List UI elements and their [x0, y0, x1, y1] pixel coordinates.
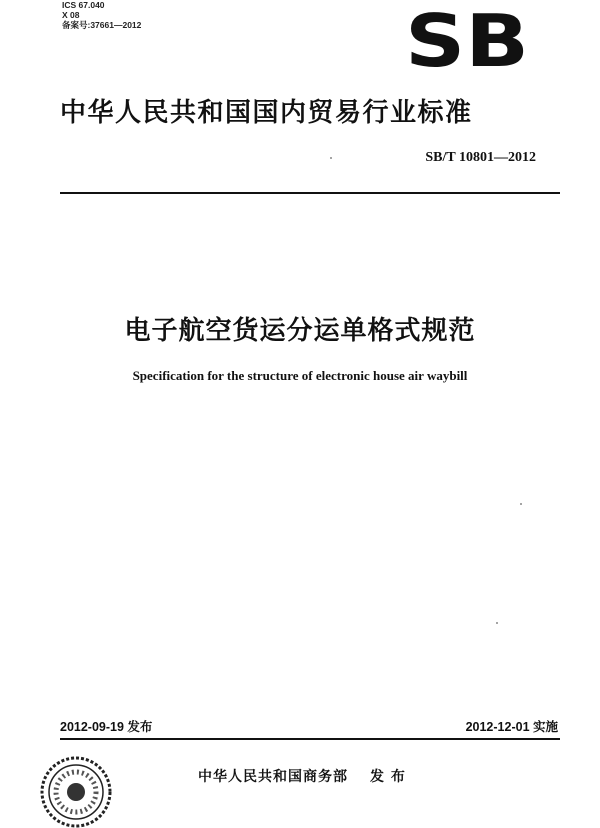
scan-speck — [330, 157, 332, 159]
sb-logo — [404, 6, 530, 70]
sb-logo-text: SB — [405, 6, 529, 70]
scan-speck — [520, 503, 522, 505]
bottom-divider — [60, 738, 560, 740]
classification-code: X 08 — [62, 10, 80, 20]
document-title-english: Specification for the structure of electronic house air waybill — [132, 368, 468, 383]
record-number: 备案号:37661—2012 — [62, 20, 142, 30]
issuer-line — [198, 766, 406, 786]
organization-title: 中华人民共和国国内贸易行业标准 — [60, 98, 473, 128]
ics-code: ICS 67.040 — [62, 0, 105, 10]
ministry-seal-icon — [40, 756, 112, 828]
publish-date: 2012-09-19 发布 — [60, 720, 153, 734]
top-divider — [60, 192, 560, 194]
issuer-name: 中华人民共和国商务部 — [198, 769, 348, 785]
document-title: 电子航空货运分运单格式规范 — [124, 316, 476, 346]
scan-speck — [496, 622, 498, 624]
header-codes — [62, 0, 141, 30]
standard-number: SB/T 10801—2012 — [425, 150, 536, 165]
issuer-action: 发 布 — [370, 769, 406, 785]
implement-date: 2012-12-01 实施 — [465, 720, 558, 734]
